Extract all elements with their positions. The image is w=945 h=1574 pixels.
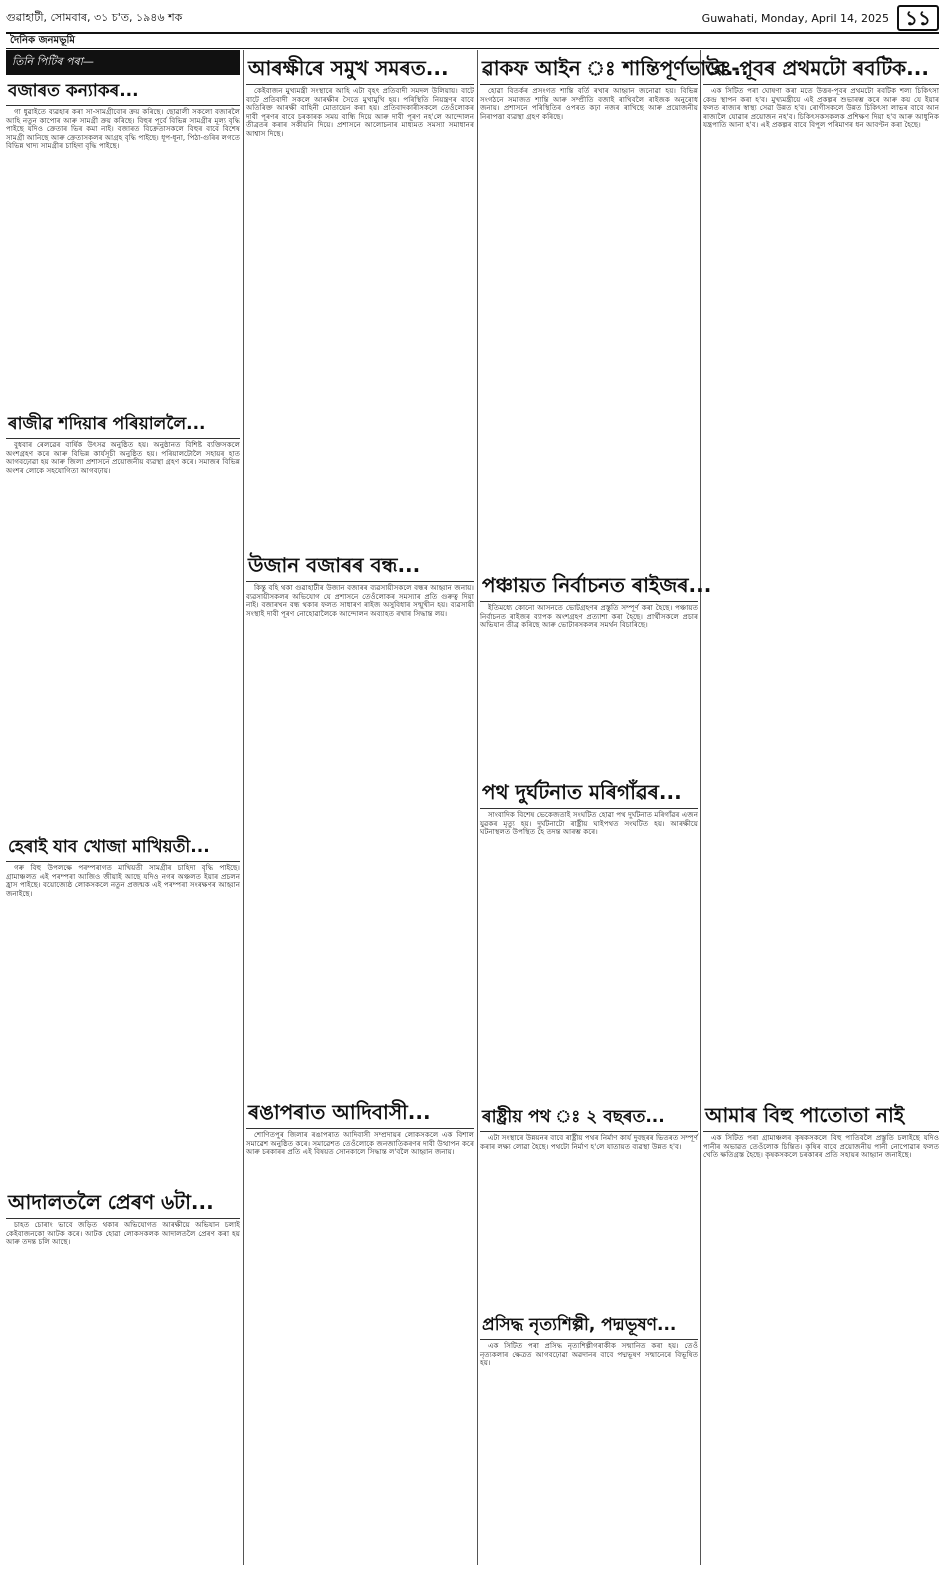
article-body: এক সিটিত পৰা গ্ৰামাঞ্চলৰ কৃষকসকলে বিহু পাতিবলৈ প্ৰস্তুতি চলাইছে যদিও পানীৰ অভাৱত তেওঁলোক চিন্তিত। কৃষিৰ বাবে প্ৰয়োজনীয় পানী নোপোৱাৰ ফলত খেতি ক্ষতিগ্ৰস্ত হৈছে। কৃষকসকলে চৰকাৰৰ প্ৰতি সহায়ৰ আহ্বান জনাইছে। xyxy=(703,1133,939,1160)
headline: ৱাকফ আইন ঃ শান্তিপূৰ্ণভাৱে... xyxy=(480,53,698,85)
column-4 xyxy=(703,50,939,1565)
headline: ৰাজীৱ শদিয়াৰ পৰিয়াললৈ... xyxy=(6,411,240,439)
article-body: গৰু বিহু উপলক্ষে পৰম্পৰাগত মাখিয়তী সামগ্ৰীৰ চাহিদা বৃদ্ধি পাইছে। গ্ৰামাঞ্চলত এই পৰম্পৰা আজিও জীয়াই আছে যদিও নগৰ অঞ্চলত ইয়াৰ প্ৰচলন হ্ৰাস পাইছে। বয়োজ্যেষ্ঠ লোকসকলে নতুন প্ৰজন্মক এই পৰম্পৰা সংৰক্ষণৰ আহ্বান জনাইছে। xyxy=(6,863,240,898)
headline: পথ দুৰ্ঘটনাত মৰিগাঁৱৰ... xyxy=(480,777,698,809)
continued-banner: তিনি পিটিৰ পৰা— xyxy=(6,50,240,75)
article-body: কেইবাজন মুখ্যমন্ত্ৰী সংস্থাৰে আহি এটা বৃহৎ প্ৰতিবাদী সমদল উলিয়ায়। বাটে বাটে প্ৰতিবাদী সকলে আৰক্ষীৰ সৈতে মুখামুখি হয়। পৰিস্থিতি নিয়ন্ত্ৰণৰ বাবে অতিৰিক্ত আৰক্ষী বাহিনী মোতায়েন কৰা হয়। প্ৰতিবাদকাৰীসকলে তেওঁলোকৰ দাবী পূৰণৰ বাবে চৰকাৰক সময় বান্ধি দিয়ে আৰু দাবী পূৰণ নহ'লে আন্দোলন তীব্ৰতৰ কৰাৰ সকীয়নি দিয়ে। প্ৰশাসনে আলোচনাৰ মাধ্যমত সমস্যা সমাধানৰ আশ্বাস দিছে। xyxy=(246,86,474,138)
article-body: এক সিটিত পৰা ঘোষণা কৰা মতে উত্তৰ-পূবৰ প্ৰথমটো ৰবটিক শল্য চিকিৎসা কেন্দ্ৰ স্থাপন কৰা হ'ব। মুখ্যমন্ত্ৰীয়ে এই প্ৰকল্পৰ শুভাৰম্ভ কৰে আৰু কয় যে ইয়াৰ ফলত ৰাজ্যৰ স্বাস্থ্য সেৱা উন্নত হ'ব। ৰোগীসকলে উন্নত চিকিৎসা লাভৰ বাবে আন ৰাজ্যলৈ যোৱাৰ প্ৰয়োজন নহ'ব। চিকিৎসকসকলক প্ৰশিক্ষণ দিয়া হ'ব আৰু আধুনিক যন্ত্ৰপাতি আনা হ'ব। এই প্ৰকল্পৰ বাবে বিপুল পৰিমাণৰ ধন আবণ্টন কৰা হৈছে। xyxy=(703,86,939,130)
article-body: সাংবাদিক বিশেষ ভেকেজতাই সংঘটিত হোৱা পথ দুৰ্ঘটনাত মৰিগাঁৱৰ এজন যুৱকৰ মৃত্যু হয়। দুৰ্ঘটনাটো ৰাষ্ট্ৰীয় ঘাইপথত সংঘটিত হয়। আৰক্ষীয়ে ঘটনাস্থলত উপস্থিত হৈ তদন্ত আৰম্ভ কৰে। xyxy=(480,810,698,837)
column-2 xyxy=(246,50,474,1565)
article-body: চাহত চোৰাং ভাবে জড়িত থকাৰ অভিযোগত আৰক্ষীয়ে অভিযান চলাই কেইবাজনকো আটক কৰে। আটক হোৱা লোকসকলক আদালতলৈ প্ৰেৰণ কৰা হয় আৰু তদন্ত চলি আছে। xyxy=(6,1220,240,1247)
headline: বজাৰত কন্যাকৰ... xyxy=(6,78,240,106)
headline: ৰাষ্ট্ৰীয় পথ ঃ ২ বছৰত... xyxy=(480,1104,698,1132)
article-body: ইতিমধ্যে কোনো আসনতে ভোটগ্ৰহণৰ প্ৰস্তুতি সম্পূৰ্ণ কৰা হৈছে। পঞ্চায়ত নিৰ্বাচনত ৰাইজৰ ব্যাপক অংশগ্ৰহণ প্ৰত্যাশা কৰা হৈছে। প্ৰাৰ্থীসকলে প্ৰচাৰ অভিযান তীব্ৰ কৰিছে আৰু ভোটাৰসকলৰ সমৰ্থন বিচাৰিছে। xyxy=(480,603,698,630)
headline: আৰক্ষীৰে সমুখ সমৰত... xyxy=(246,53,474,85)
headline: উজান বজাৰৰ বন্ধ... xyxy=(246,550,474,582)
article-body: এক সিটিত পৰা প্ৰসিদ্ধ নৃত্যশিল্পীগৰাকীক সন্মানিত কৰা হয়। তেওঁ নৃত্যকলাৰ ক্ষেত্ৰত আগবঢ়োৱা অৱদানৰ বাবে পদ্মভূষণ সন্মানেৰে বিভূষিত হয়। xyxy=(480,1341,698,1368)
date-assamese: গুৱাহাটী, সোমবাৰ, ৩১ চ'ত, ১৯৪৬ শক xyxy=(6,10,183,24)
article-body: কিন্তু বহি থকা গুৱাহাটীৰ উজান বজাৰৰ ব্যৱসায়ীসকলে বন্ধৰ আহ্বান জনায়। ব্যৱসায়ীসকলৰ অভিযোগ যে প্ৰশাসনে তেওঁলোকৰ সমস্যাৰ প্ৰতি গুৰুত্ব দিয়া নাই। বজাৰখন বন্ধ থকাৰ ফলত সাধাৰণ ৰাইজ অসুবিধাৰ সন্মুখীন হয়। ব্যৱসায়ী সংস্থাই দাবী পূৰণ নোহোৱালৈকে আন্দোলন অব্যাহত ৰখাৰ সিদ্ধান্ত লয়। xyxy=(246,583,474,618)
article-body: হোৱা বিতৰ্কৰ প্ৰসংগত শান্তি বৰ্তি ৰখাৰ আহ্বান জনোৱা হয়। বিভিন্ন সংগঠনে সমাজত শান্তি আৰু সম্প্ৰীতি বজাই ৰাখিবলৈ ৰাইজক অনুৰোধ জনায়। প্ৰশাসনে পৰিস্থিতিৰ ওপৰত কঢ়া নজৰ ৰাখিছে আৰু প্ৰয়োজনীয় নিৰাপত্তা ব্যৱস্থা গ্ৰহণ কৰিছে। xyxy=(480,86,698,121)
headline: আমাৰ বিহু পাতোতা নাই xyxy=(703,1100,939,1132)
headline: ৰঙাপৰাত আদিবাসী... xyxy=(246,1097,474,1129)
column-1 xyxy=(6,50,240,1565)
article-body: এটা সংস্থাৰে উন্নয়নৰ বাবে ৰাষ্ট্ৰীয় পথৰ নিৰ্মাণ কাৰ্য দুবছৰৰ ভিতৰত সম্পূৰ্ণ কৰাৰ লক্ষ্য লোৱা হৈছে। পথটো নিৰ্মাণ হ'লে যাতায়ত ব্যৱস্থা উন্নত হ'ব। xyxy=(480,1133,698,1151)
headline: পঞ্চায়ত নিৰ্বাচনত ৰাইজৰ... xyxy=(480,570,698,602)
date-english: Guwahati, Monday, April 14, 2025 xyxy=(701,11,890,25)
paper-name: দৈনিক জনমভূমি xyxy=(6,32,939,49)
headline: হেৰাই যাব খোজা মাখিয়তী... xyxy=(6,834,240,862)
column-3 xyxy=(480,50,749,1565)
headline: প্ৰসিদ্ধ নৃত্যশিল্পী, পদ্মভূষণ... xyxy=(480,1312,698,1340)
headline: আদালতলৈ প্ৰেৰণ ৬টা... xyxy=(6,1187,240,1219)
column-divider xyxy=(700,50,701,1565)
column-divider xyxy=(477,50,478,1565)
article-body: গা ধুৱাইতে ব্যৱহাৰ কৰা সা-সামগ্ৰীবোৰ ক্ৰয় কৰিছে। ছোৱালী সকলো বজাৰলৈ আহি নতুন কাপোৰ আৰু সামগ্ৰী ক্ৰয় কৰিছে। বিহুৰ পূৰ্বে বিভিন্ন সামগ্ৰীৰ মূল্য বৃদ্ধি পাইছে যদিও ক্ৰেতাৰ ভিৰ কমা নাই। বজাৰত বিক্ৰেতাসকলে বিহুৰ বাবে বিশেষ সামগ্ৰী আনিছে আৰু ক্ৰেতাসকলৰ আগ্ৰহ বৃদ্ধি পাইছে। ধূপ-ধূনা, পিঠা-গুৰিৰ লগতে বিভিন্ন খাদ্য সামগ্ৰীৰ চাহিদা বৃদ্ধি পাইছে। xyxy=(6,107,240,151)
article-body: শোণিতপুৰ জিলাৰ ৰঙাপৰাত আদিবাসী সম্প্ৰদায়ৰ লোকসকলে এক বিশাল সমাৱেশ অনুষ্ঠিত কৰে। সমাৱেশত তেওঁলোকে জনজাতিকৰণৰ দাবী উত্থাপন কৰে আৰু চৰকাৰৰ প্ৰতি এই বিষয়ত সোনকালে সিদ্ধান্ত ল'বলৈ আহ্বান জনায়। xyxy=(246,1130,474,1157)
column-divider xyxy=(243,50,244,1565)
headline: উঃ-পূবৰ প্ৰথমটো ৰবটিক... xyxy=(703,53,939,85)
article-body: বুধবাৰ ৰেলৱেৰ বাৰ্ষিক উৎসৱ অনুষ্ঠিত হয়। অনুষ্ঠানত বিশিষ্ট ব্যক্তিসকলে অংশগ্ৰহণ কৰে আৰু বিভিন্ন কাৰ্যসূচী অনুষ্ঠিত হয়। পৰিয়ালটোলৈ সহায়ৰ হাত আগবঢ়োৱা হয় আৰু জিলা প্ৰশাসনে প্ৰয়োজনীয় ব্যৱস্থা গ্ৰহণ কৰে। সমাজৰ বিভিন্ন অংশৰ লোকে সহযোগিতা আগবঢ়ায়। xyxy=(6,440,240,475)
page-number: ১১ xyxy=(897,5,939,31)
page-header xyxy=(6,4,939,32)
